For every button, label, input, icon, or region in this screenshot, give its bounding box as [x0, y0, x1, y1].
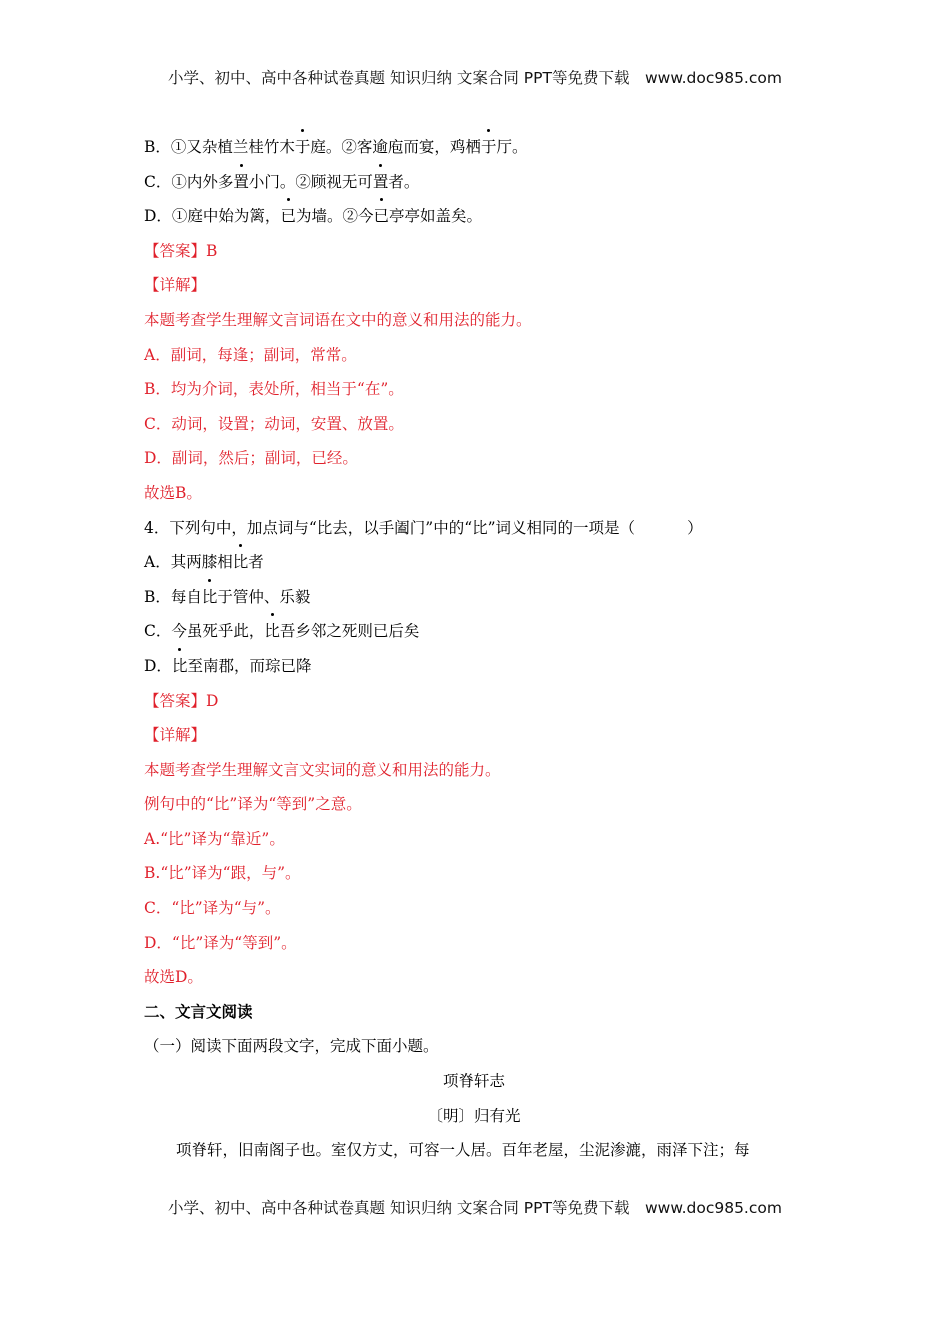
- q3-analysis-line: D．副词，然后；副词，已经。: [144, 449, 358, 468]
- emphasis-dot-char: 于: [295, 130, 311, 165]
- q4-option-c: C．今虽死乎此，比吾乡邻之死则已后矣: [144, 614, 804, 649]
- emphasis-dot-char: 已: [373, 199, 389, 234]
- q3-analysis-line: C．动词，设置；动词，安置、放置。: [144, 414, 404, 433]
- section-heading: 二、文言文阅读: [144, 1002, 253, 1021]
- q3-conclusion: 故选B。: [144, 483, 202, 502]
- page-footer: 小学、初中、高中各种试卷真题 知识归纳 文案合同 PPT等免费下载 www.doc985.com: [168, 1199, 782, 1217]
- emphasis-dot-char: 于: [481, 130, 497, 165]
- q4-answer: 【答案】D: [144, 691, 219, 710]
- q4-analysis-line: C．“比”译为“与”。: [144, 899, 281, 918]
- passage-title: 项脊轩志: [442, 1072, 505, 1091]
- q3-option-d: D．①庭中始为篱，已为墙。②今已亭亭如盖矣。: [144, 199, 804, 234]
- q3-analysis-line: 本题考查学生理解文言词语在文中的意义和用法的能力。: [144, 310, 532, 329]
- q4-detail-label: 【详解】: [144, 726, 207, 745]
- q4-conclusion: 故选D。: [144, 968, 203, 987]
- q3-option-c: C．①内外多置小门。②顾视无可置者。: [144, 165, 804, 200]
- q4-option-b: B．每自比于管仲、乐毅: [144, 580, 804, 615]
- q4-stem: 4．下列句中，加点词与“比去，以手阖门”中的“比”词义相同的一项是（ ）: [144, 518, 703, 537]
- q3-analysis-line: B．均为介词，表处所，相当于“在”。: [144, 380, 404, 399]
- page-content: [144, 130, 804, 1168]
- q4-analysis-line: D．“比”译为“等到”。: [144, 933, 297, 952]
- q4-option-d: D．比至南郡，而琮已降: [144, 649, 804, 684]
- passage-text: 项脊轩，旧南阁子也。室仅方丈，可容一人居。百年老屋，尘泥渗漉，雨泽下注；每: [176, 1141, 750, 1160]
- emphasis-dot-char: 已: [280, 199, 296, 234]
- q4-analysis-line: B.“比”译为“跟，与”。: [144, 864, 301, 883]
- page-header: 小学、初中、高中各种试卷真题 知识归纳 文案合同 PPT等免费下载 www.doc985.com: [168, 69, 782, 87]
- reading-instruction: （一）阅读下面两段文字，完成下面小题。: [144, 1037, 439, 1056]
- q4-analysis-line: A.“比”译为“靠近”。: [144, 829, 285, 848]
- q3-option-b: B．①又杂植兰桂竹木于庭。②客逾庖而宴，鸡栖于厅。: [144, 130, 804, 165]
- emphasis-dot-char: 比: [264, 614, 280, 649]
- emphasis-dot-char: 比: [172, 649, 188, 684]
- passage-author: 〔明〕归有光: [427, 1106, 521, 1125]
- q3-analysis-line: A．副词，每逢；副词，常常。: [144, 345, 357, 364]
- q4-analysis-line: 例句中的“比”译为“等到”之意。: [144, 795, 362, 814]
- q3-answer: 【答案】B: [144, 241, 218, 260]
- q3-detail-label: 【详解】: [144, 276, 207, 295]
- emphasis-dot-char: 置: [373, 165, 389, 200]
- q4-analysis-line: 本题考查学生理解文言文实词的意义和用法的能力。: [144, 760, 501, 779]
- emphasis-dot-char: 置: [233, 165, 249, 200]
- emphasis-dot-char: 比: [233, 545, 249, 580]
- emphasis-dot-char: 比: [202, 580, 218, 615]
- q4-option-a: A．其两膝相比者: [144, 545, 804, 580]
